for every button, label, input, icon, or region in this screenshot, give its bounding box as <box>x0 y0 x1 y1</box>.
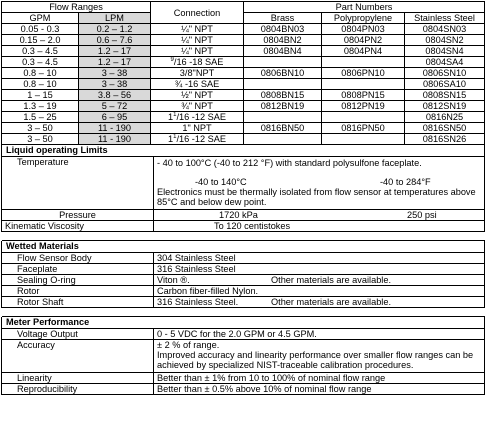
stainless-part-cell: 0804SN4 <box>405 46 485 57</box>
polypropylene-part-cell: 0804PN03 <box>322 24 405 35</box>
wetted-value-cell <box>154 264 485 275</box>
gpm-cell: 0.15 – 2.0 <box>2 35 79 46</box>
pressure-label: Pressure <box>2 210 154 221</box>
connection-sup: 9 <box>170 56 174 63</box>
lpm-cell: 0.2 – 1.2 <box>79 24 151 35</box>
lpm-cell: 6 – 95 <box>79 112 151 123</box>
wetted-materials-table <box>1 241 485 317</box>
wetted-label: Rotor Shaft <box>2 297 154 308</box>
stainless-part-cell: 0804SN2 <box>405 35 485 46</box>
accuracy-note: Improved accuracy and linearity performance over smaller flow ranges can be achieved by specialized NIST-traceable calibration procedures. <box>157 350 474 370</box>
brass-part-cell: 0804BN03 <box>244 24 322 35</box>
flow-row <box>2 112 485 123</box>
connection-cell <box>151 112 244 123</box>
lpm-cell: 1.2 – 17 <box>79 57 151 68</box>
wetted-value-cell <box>154 275 485 286</box>
lpm-header: LPM <box>79 13 151 24</box>
polypropylene-part-cell <box>322 79 405 90</box>
gpm-header: GPM <box>2 13 79 24</box>
stainless-part-cell: 0806SN10 <box>405 68 485 79</box>
flow-ranges-header: Flow Ranges <box>2 2 151 13</box>
flow-row <box>2 24 485 35</box>
wetted-row <box>2 253 485 264</box>
lpm-cell: 5 – 72 <box>79 101 151 112</box>
wetted-note: Other materials are available. <box>271 297 392 307</box>
brass-part-cell: 0804BN4 <box>244 46 322 57</box>
flow-row <box>2 90 485 101</box>
polypropylene-part-cell: 0804PN4 <box>322 46 405 57</box>
connection-cell <box>151 90 244 101</box>
connection-header: Connection <box>151 2 244 24</box>
gpm-cell: 0.05 - 0.3 <box>2 24 79 35</box>
brass-part-cell <box>244 134 322 145</box>
temperature-celsius: -40 to 140°C <box>195 177 247 187</box>
voltage-label: Voltage Output <box>2 329 154 340</box>
connection-main: ¾" NPT <box>181 101 213 111</box>
flow-rows <box>2 24 485 145</box>
gpm-cell: 1 – 15 <box>2 90 79 101</box>
gpm-cell: 0.3 – 4.5 <box>2 57 79 68</box>
connection-cell <box>151 123 244 134</box>
wetted-value: Viton ®. <box>157 275 190 285</box>
polypropylene-header: Polypropylene <box>322 13 405 24</box>
flow-row <box>2 46 485 57</box>
connection-cell <box>151 24 244 35</box>
wetted-note: Other materials are available. <box>271 275 392 285</box>
wetted-label: Rotor <box>2 286 154 297</box>
temperature-range: - 40 to 100°C (-40 to 212 °F) with standard polysulfone faceplate. <box>157 158 422 168</box>
brass-part-cell: 0806BN10 <box>244 68 322 79</box>
brass-header: Brass <box>244 13 322 24</box>
connection-sup: 1 <box>173 111 177 118</box>
stainless-part-cell: 0804SA4 <box>405 57 485 68</box>
brass-part-cell: 0812BN19 <box>244 101 322 112</box>
gpm-cell: 0.8 – 10 <box>2 79 79 90</box>
connection-main: ¼" NPT <box>181 24 213 34</box>
temperature-label: Temperature <box>2 157 154 210</box>
wetted-row <box>2 275 485 286</box>
flow-row <box>2 57 485 68</box>
flow-ranges-table <box>1 1 485 145</box>
flow-row <box>2 79 485 90</box>
reproducibility-label: Reproducibility <box>2 384 154 395</box>
brass-part-cell: 0816BN50 <box>244 123 322 134</box>
pressure-psi: 250 psi <box>407 210 437 220</box>
wetted-value: 304 Stainless Steel <box>157 253 236 263</box>
wetted-row <box>2 297 485 308</box>
stainless-part-cell: 0804SN03 <box>405 24 485 35</box>
connection-main: ½" NPT <box>181 90 213 100</box>
wetted-value: 316 Stainless Steel <box>157 264 236 274</box>
connection-cell <box>151 79 244 90</box>
brass-part-cell: 0808BN15 <box>244 90 322 101</box>
flow-row <box>2 68 485 79</box>
stainless-part-cell: 0812SN19 <box>405 101 485 112</box>
brass-part-cell <box>244 57 322 68</box>
connection-main: 1 <box>167 134 174 144</box>
connection-main: ¾ -16 SAE <box>174 79 220 89</box>
wetted-label: Sealing O-ring <box>2 275 154 286</box>
liquid-limits-title: Liquid operating Limits <box>2 145 485 157</box>
gpm-cell: 0.8 – 10 <box>2 68 79 79</box>
reproducibility-value: Better than ± 0.5% above 10% of nominal flow range <box>154 384 485 395</box>
brass-part-cell <box>244 79 322 90</box>
flow-row <box>2 123 485 134</box>
connection-main: 1" NPT <box>182 123 212 133</box>
voltage-value: 0 - 5 VDC for the 2.0 GPM or 4.5 GPM. <box>154 329 485 340</box>
pressure-kpa: 1720 kPa <box>219 210 258 220</box>
polypropylene-part-cell <box>322 112 405 123</box>
wetted-label: Faceplate <box>2 264 154 275</box>
connection-rest: /16 -12 SAE <box>176 112 226 122</box>
gpm-cell: 1.5 – 25 <box>2 112 79 123</box>
stainless-part-cell: 0816SN26 <box>405 134 485 145</box>
temperature-note: Electronics must be thermally isolated from flow sensor at temperatures above 85°C and below dew point. <box>157 187 476 207</box>
polypropylene-part-cell: 0812PN19 <box>322 101 405 112</box>
connection-main: 3/8"NPT <box>179 68 215 78</box>
stainless-part-cell: 0808SN15 <box>405 90 485 101</box>
temperature-fahrenheit: -40 to 284°F <box>380 177 431 187</box>
stainless-part-cell: 0816SN50 <box>405 123 485 134</box>
connection-main: ¼" NPT <box>181 35 213 45</box>
liquid-limits-table <box>1 145 485 241</box>
connection-rest: /16 -18 SAE <box>173 57 224 67</box>
wetted-value-cell <box>154 286 485 297</box>
spec-sheet <box>1 1 484 434</box>
meter-performance-title: Meter Performance <box>2 317 485 329</box>
wetted-materials-title: Wetted Materials <box>2 241 485 253</box>
gpm-cell: 3 – 50 <box>2 123 79 134</box>
lpm-cell: 3 – 38 <box>79 79 151 90</box>
accuracy-value: ± 2 % of range. <box>157 340 220 350</box>
polypropylene-part-cell: 0816PN50 <box>322 123 405 134</box>
connection-cell <box>151 35 244 46</box>
connection-cell <box>151 101 244 112</box>
polypropylene-part-cell: 0806PN10 <box>322 68 405 79</box>
brass-part-cell: 0804BN2 <box>244 35 322 46</box>
viscosity-label: Kinematic Viscosity <box>2 221 154 232</box>
wetted-row <box>2 286 485 297</box>
polypropylene-part-cell <box>322 134 405 145</box>
lpm-cell: 0.6 – 7.6 <box>79 35 151 46</box>
viscosity-value: To 120 centistokes <box>154 221 485 232</box>
gpm-cell: 0.3 – 4.5 <box>2 46 79 57</box>
stainless-header: Stainless Steel <box>405 13 485 24</box>
wetted-label: Flow Sensor Body <box>2 253 154 264</box>
wetted-value: 316 Stainless Steel. <box>157 297 239 307</box>
flow-row <box>2 134 485 145</box>
lpm-cell: 3.8 – 56 <box>79 90 151 101</box>
wetted-value: Carbon fiber-filled Nylon. <box>157 286 259 296</box>
flow-row <box>2 101 485 112</box>
polypropylene-part-cell <box>322 57 405 68</box>
wetted-row <box>2 264 485 275</box>
flow-row <box>2 35 485 46</box>
wetted-value-cell <box>154 297 485 308</box>
meter-performance-table <box>1 317 485 395</box>
connection-cell <box>151 68 244 79</box>
linearity-label: Linearity <box>2 373 154 384</box>
gpm-cell: 3 – 50 <box>2 134 79 145</box>
connection-main: ¼" NPT <box>181 46 213 56</box>
connection-sup: 1 <box>173 133 177 140</box>
connection-cell <box>151 57 244 68</box>
brass-part-cell <box>244 112 322 123</box>
lpm-cell: 11 - 190 <box>79 123 151 134</box>
lpm-cell: 3 – 38 <box>79 68 151 79</box>
linearity-value: Better than ± 1% from 10 to 100% of nominal flow range <box>154 373 485 384</box>
polypropylene-part-cell: 0808PN15 <box>322 90 405 101</box>
polypropylene-part-cell: 0804PN2 <box>322 35 405 46</box>
stainless-part-cell: 0816N25 <box>405 112 485 123</box>
connection-rest: /16 -12 SAE <box>176 134 226 144</box>
connection-main: 1 <box>167 112 174 122</box>
connection-cell <box>151 134 244 145</box>
lpm-cell: 1.2 – 17 <box>79 46 151 57</box>
gpm-cell: 1.3 – 19 <box>2 101 79 112</box>
part-numbers-header: Part Numbers <box>244 2 485 13</box>
stainless-part-cell: 0806SA10 <box>405 79 485 90</box>
lpm-cell: 11 - 190 <box>79 134 151 145</box>
accuracy-label: Accuracy <box>2 340 154 373</box>
wetted-value-cell <box>154 253 485 264</box>
connection-cell <box>151 46 244 57</box>
